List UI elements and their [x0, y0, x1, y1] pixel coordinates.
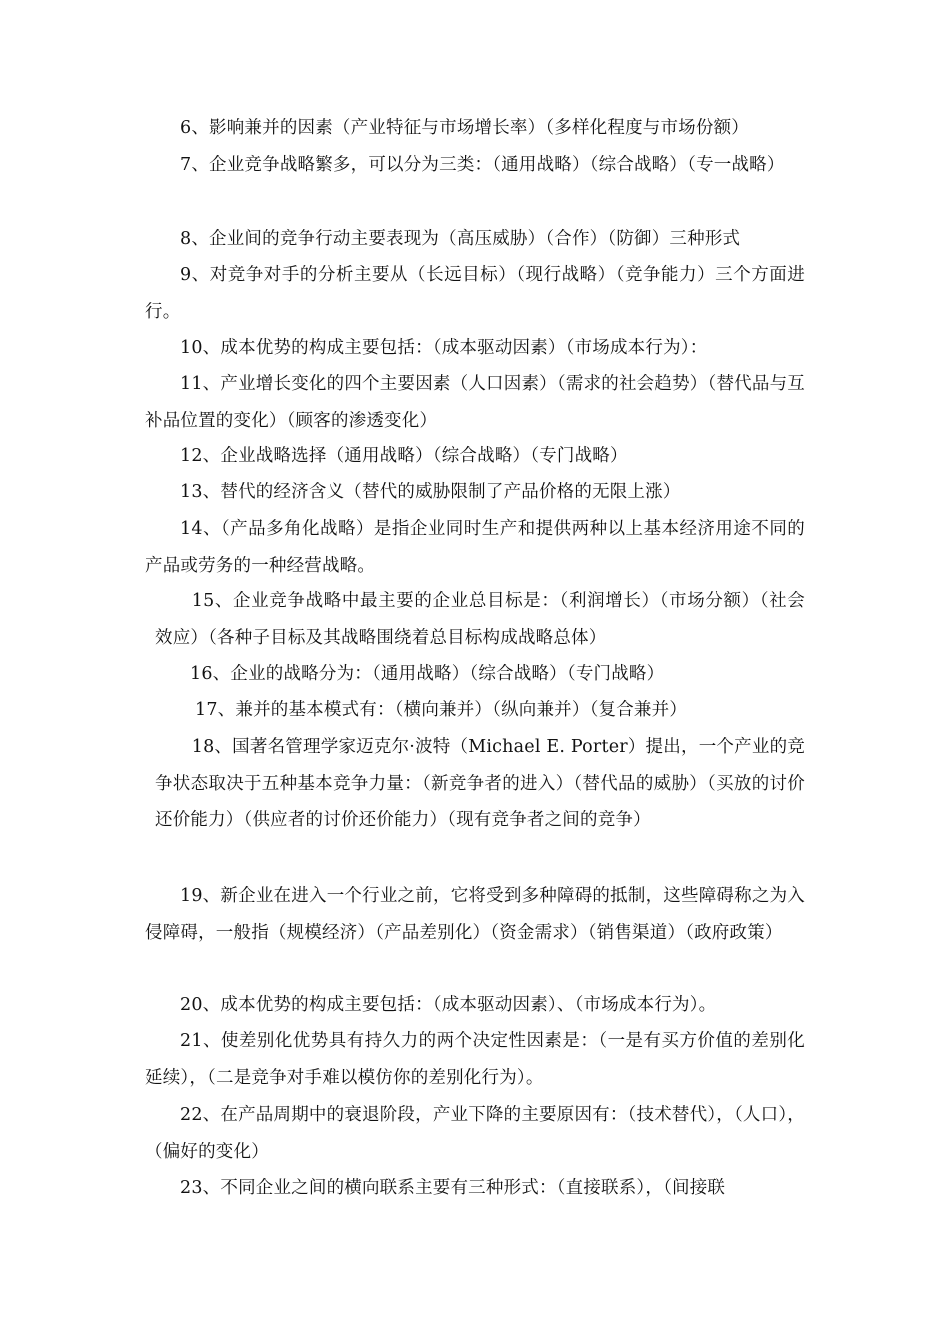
paragraph-9: 9、对竞争对手的分析主要从（长远目标）（现行战略）（竞争能力）三个方面进行。: [145, 265, 805, 322]
paragraph-20: 20、成本优势的构成主要包括：（成本驱动因素）、（市场成本行为）。: [180, 995, 717, 1015]
paragraph-21: 21、使差别化优势具有持久力的两个决定性因素是：（一是有买方价值的差别化延续），（二是竞争对手难以模仿你的差别化行为）。: [145, 1031, 805, 1088]
paragraph-23: 23、不同企业之间的横向联系主要有三种形式：（直接联系），（间接联: [180, 1178, 726, 1198]
paragraph-12: 12、企业战略选择（通用战略）（综合战略）（专门战略）: [180, 446, 628, 466]
paragraph-16: 16、企业的战略分为：（通用战略）（综合战略）（专门战略）: [190, 664, 665, 684]
paragraph-19: 19、新企业在进入一个行业之前，它将受到多种障碍的抵制，这些障碍称之为入侵障碍，一般指（规模经济）（产品差别化）（资金需求）（销售渠道）（政府政策）: [145, 886, 805, 943]
paragraph-10: 10、成本优势的构成主要包括：（成本驱动因素）（市场成本行为）：: [180, 338, 708, 358]
paragraph-18: 18、国著名管理学家迈克尔·波特（Michael E. Porter）提出，一个产业的竞争状态取决于五种基本竞争力量：（新竞争者的进入）（替代品的威胁）（买放的讨价还价能力）（供应者的讨价还价能力）（现有竞争者之间的竞争）: [155, 737, 805, 830]
paragraph-6: 6、影响兼并的因素（产业特征与市场增长率）（多样化程度与市场份额）: [180, 118, 749, 138]
paragraph-7: 7、企业竞争战略繁多，可以分为三类：（通用战略）（综合战略）（专一战略）: [180, 155, 785, 175]
paragraph-8: 8、企业间的竞争行动主要表现为（高压威胁）（合作）（防御）三种形式: [180, 229, 741, 249]
paragraph-11: 11、产业增长变化的四个主要因素（人口因素）（需求的社会趋势）（替代品与互补品位置的变化）（顾客的渗透变化）: [145, 374, 805, 431]
paragraph-14: 14、（产品多角化战略）是指企业同时生产和提供两种以上基本经济用途不同的产品或劳务的一种经营战略。: [145, 519, 805, 576]
paragraph-17: 17、兼并的基本模式有：（横向兼并）（纵向兼并）（复合兼并）: [195, 700, 688, 720]
paragraph-22: 22、在产品周期中的衰退阶段，产业下降的主要原因有：（技术替代），（人口），（偏好的变化）: [145, 1105, 805, 1162]
paragraph-13: 13、替代的经济含义（替代的威胁限制了产品价格的无限上涨）: [180, 482, 681, 502]
paragraph-15: 15、企业竞争战略中最主要的企业总目标是：（利润增长）（市场分额）（社会效应）（各种子目标及其战略围绕着总目标构成战略总体）: [155, 591, 805, 648]
